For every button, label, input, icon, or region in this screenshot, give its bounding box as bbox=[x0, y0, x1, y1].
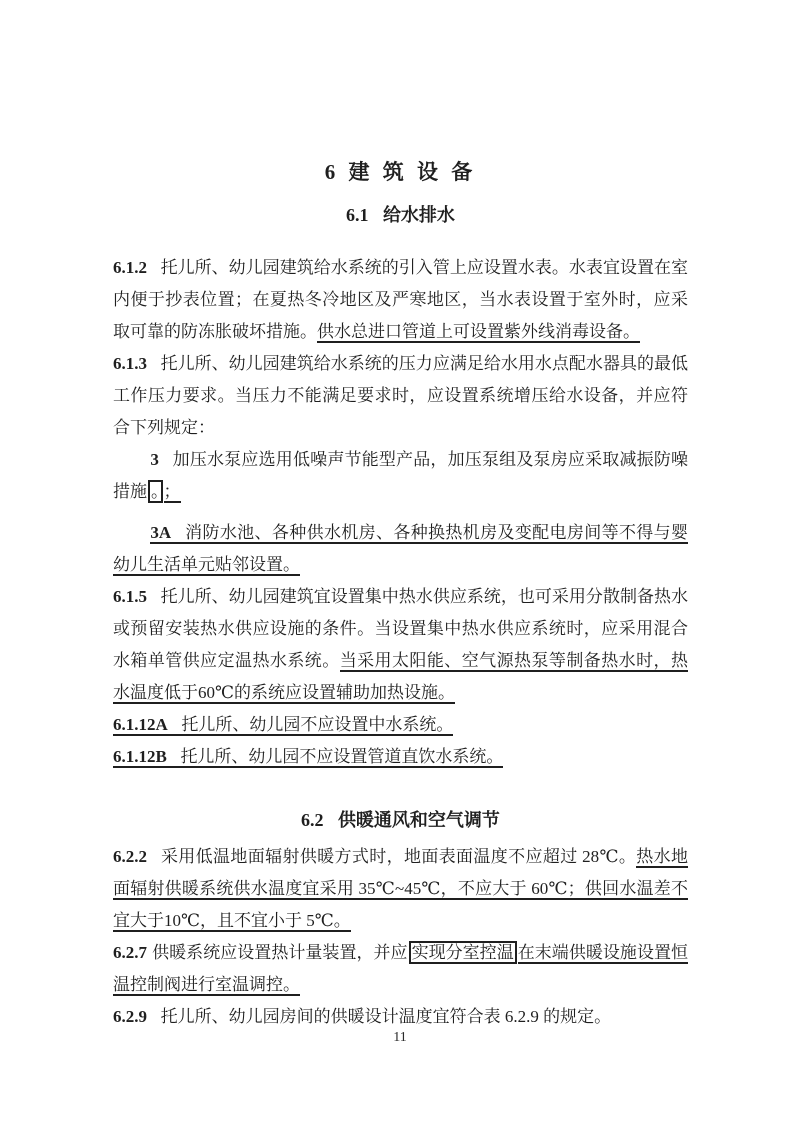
section-heading-heating-ventilation bbox=[113, 806, 688, 832]
text-run: 托儿所、幼儿园房间的供暖设计温度宜符合表 6.2.9 的规定。 bbox=[160, 1007, 612, 1026]
clause-item-3 bbox=[113, 444, 688, 508]
clause-number: 6.2.2 bbox=[113, 847, 147, 866]
inserted-text-run: 在末端供暖设施设置恒温控制阀进行室温调控。 bbox=[113, 943, 689, 994]
clause-number: 6.1.2 bbox=[113, 258, 147, 277]
clause-6-2-7 bbox=[113, 937, 688, 1001]
inserted-text-run: 托儿所、幼儿园不应设置管道直饮水系统。 bbox=[180, 747, 504, 766]
clause-item-3a bbox=[113, 517, 688, 581]
page-number: 11 bbox=[393, 1030, 407, 1045]
section-title: 供暖通风和空气调节 bbox=[337, 810, 500, 830]
clause-number: 6.2.7 bbox=[113, 943, 147, 962]
clause-6-1-12a bbox=[113, 709, 688, 741]
inserted-text-run: 托儿所、幼儿园不应设置中水系统。 bbox=[181, 715, 454, 734]
deleted-text-box: 。 bbox=[148, 480, 163, 503]
text-run: 采用低温地面辐射供暖方式时，地面表面温度不应超过 28℃。 bbox=[160, 847, 637, 866]
inserted-text-run: 热水地面辐射供暖系统供水温度宜采用 35℃~45℃，不应大于 60℃；供回水温差不宜大于10℃，且不宜小于 5℃。 bbox=[113, 847, 688, 930]
clause-6-2-9 bbox=[113, 1001, 688, 1033]
inserted-text-run: ； bbox=[163, 482, 181, 501]
section-number: 6.2 bbox=[301, 810, 324, 830]
clause-number: 6.2.9 bbox=[113, 1007, 147, 1026]
inserted-text-run: 消防水池、各种供水机房、各种换热机房及变配电房间等不得与婴幼儿生活单元贴邻设置。 bbox=[113, 523, 688, 574]
section-title: 给水排水 bbox=[382, 205, 455, 225]
chapter-title: 6 建 筑 设 备 bbox=[324, 160, 477, 184]
section-heading-water-supply-drainage bbox=[113, 201, 688, 227]
text-run: 托儿所、幼儿园建筑给水系统的压力应满足给水用水点配水器具的最低工作压力要求。当压力不能满足要求时，应设置系统增压给水设备，并应符合下列规定： bbox=[113, 354, 688, 437]
text-run: 供暖系统应设置热计量装置，并应 bbox=[152, 943, 408, 962]
clause-number-underlined: 6.1.12B bbox=[113, 747, 180, 768]
clause-6-1-5 bbox=[113, 581, 688, 709]
text-run: 托儿所、幼儿园建筑宜设置集中热水供应系统，也可采用分散制备热水或预留安装热水供应设施的条件。当设置集中热水供应系统时，应采用混合水箱单管供应定温热水系统。 bbox=[113, 587, 688, 670]
clause-number: 3 bbox=[150, 450, 159, 469]
inserted-text-run: 当采用太阳能、空气源热泵等制备热水时，热水温度低于60℃的系统应设置辅助加热设施。 bbox=[113, 651, 688, 702]
section-number: 6.1 bbox=[346, 205, 369, 225]
clause-6-1-12b bbox=[113, 741, 688, 773]
deleted-text-box: 实现分室控温 bbox=[409, 941, 517, 964]
text-run: 托儿所、幼儿园建筑给水系统的引入管上应设置水表。水表宜设置在室内便于抄表位置；在夏热冬冷地区及严寒地区，当水表设置于室外时，应采取可靠的防冻胀破坏措施。 bbox=[113, 258, 688, 341]
clause-6-1-3 bbox=[113, 348, 688, 444]
clause-number: 6.1.3 bbox=[113, 354, 147, 373]
clause-number-underlined: 6.1.12A bbox=[113, 715, 181, 736]
text-run: 加压水泵应选用低噪声节能型产品，加压泵组及泵房应采取减振防噪措施 bbox=[113, 450, 688, 501]
clause-number-underlined: 3A bbox=[150, 523, 184, 544]
clause-6-2-2 bbox=[113, 841, 688, 937]
inserted-text-run: 供水总进口管道上可设置紫外线消毒设备。 bbox=[317, 322, 640, 341]
clause-6-1-2 bbox=[113, 252, 688, 348]
clause-number: 6.1.5 bbox=[113, 587, 147, 606]
